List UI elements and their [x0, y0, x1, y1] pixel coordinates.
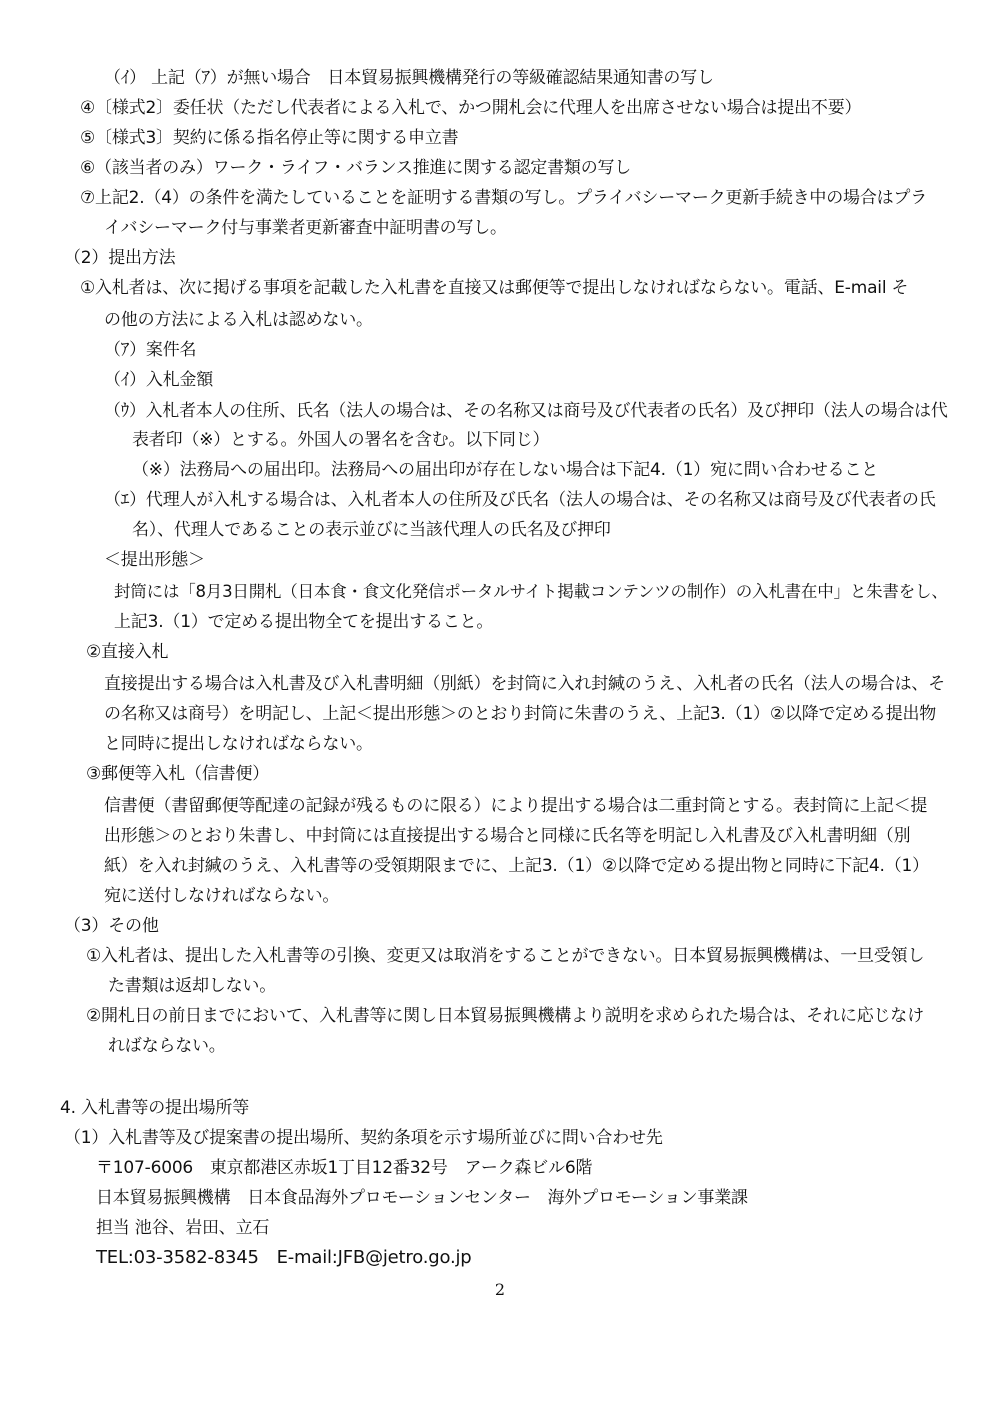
text-line: ④〔様式2〕委任状（ただし代表者による入札で、かつ開札会に代理人を出席させない場合は提出不要） [80, 98, 862, 118]
text-line: 名）、代理人であることの表示並びに当該代理人の氏名及び押印 [132, 520, 611, 540]
subsection-heading: ③郵便等入札（信書便） [86, 764, 270, 784]
contact-line: TEL:03-3582-8345 E-mail:JFB@jetro.go.jp [96, 1247, 472, 1268]
text-line: ⑦上記2.（4）の条件を満たしていることを証明する書類の写し。プライバシーマーク更新手続き中の場合はプラ [80, 188, 928, 208]
text-line: （ｱ）案件名 [104, 340, 197, 360]
section-heading: （2）提出方法 [64, 248, 176, 268]
text-line: 出形態＞のとおり朱書し、中封筒には直接提出する場合と同様に氏名等を明記し入札書及び入札書明細（別 [104, 826, 911, 846]
text-line: と同時に提出しなければならない。 [104, 734, 373, 754]
text-line: 上記3.（1）で定める提出物全てを提出すること。 [114, 612, 494, 632]
text-line: （ｳ）入札者本人の住所、氏名（法人の場合は、その名称又は商号及び代表者の氏名）及び押印（法人の場合は代 [104, 400, 948, 420]
contact-persons: 担当 池谷、岩田、立石 [96, 1218, 270, 1238]
text-line: 表者印（※）とする。外国人の署名を含む。以下同じ） [132, 430, 550, 450]
text-line: の他の方法による入札は認めない。 [104, 310, 373, 330]
address-line: 〒107-6006 東京都港区赤坂1丁目12番32号 アーク森ビル6階 [96, 1158, 593, 1178]
section-heading: （3）その他 [64, 916, 159, 936]
text-line: の名称又は商号）を明記し、上記＜提出形態＞のとおり封筒に朱書のうえ、上記3.（1）②以降で定める提出物 [104, 704, 937, 724]
text-line: ①入札者は、次に掲げる事項を記載した入札書を直接又は郵便等で提出しなければならない。電話、E-mail そ [80, 278, 909, 298]
text-line: ⑥（該当者のみ）ワーク・ライフ・バランス推進に関する認定書類の写し [80, 158, 632, 178]
text-line: 宛に送付しなければならない。 [104, 886, 340, 906]
organization-line: 日本貿易振興機構 日本食品海外プロモーションセンター 海外プロモーション事業課 [96, 1188, 748, 1208]
text-line: ①入札者は、提出した入札書等の引換、変更又は取消をすることができない。日本貿易振興機構は、一旦受領し [86, 946, 925, 966]
text-line: 直接提出する場合は入札書及び入札書明細（別紙）を封筒に入れ封緘のうえ、入札者の氏名（法人の場合は、そ [104, 674, 946, 694]
subsection-heading: ②直接入札 [86, 642, 169, 662]
text-line: 紙）を入れ封緘のうえ、入札書等の受領期限までに、上記3.（1）②以降で定める提出物と同時に下記4.（1） [104, 856, 929, 876]
chapter-heading: 4. 入札書等の提出場所等 [60, 1098, 250, 1118]
text-line: ②開札日の前日までにおいて、入札書等に関し日本貿易振興機構より説明を求められた場合は、それに応じなけ [86, 1006, 924, 1026]
text-line: （※）法務局への届出印。法務局への届出印が存在しない場合は下記4.（1）宛に問い合わせること [132, 460, 879, 480]
section-heading: （1）入札書等及び提案書の提出場所、契約条項を示す場所並びに問い合わせ先 [64, 1128, 663, 1148]
text-line: 封筒には「8月3日開札（日本食・食文化発信ポータルサイト掲載コンテンツの制作）の入札書在中」と朱書をし、 [114, 582, 948, 601]
text-line: （ｴ）代理人が入札する場合は、入札者本人の住所及び氏名（法人の場合は、その名称又は商号及び代表者の氏 [104, 490, 936, 510]
text-line: ればならない。 [108, 1036, 226, 1056]
text-line: （ｲ） 上記（ｱ）が無い場合 日本貿易振興機構発行の等級確認結果通知書の写し [104, 68, 714, 88]
page-number: 2 [494, 1280, 506, 1299]
text-line: （ｲ）入札金額 [104, 370, 214, 390]
text-line: 信書便（書留郵便等配達の記録が残るものに限る）により提出する場合は二重封筒とする。表封筒に上記＜提 [104, 796, 928, 816]
subsection-heading: ＜提出形態＞ [104, 550, 205, 570]
text-line: た書類は返却しない。 [108, 976, 276, 996]
text-line: ⑤〔様式3〕契約に係る指名停止等に関する申立書 [80, 128, 459, 148]
text-line: イバシーマーク付与事業者更新審査中証明書の写し。 [104, 218, 507, 238]
